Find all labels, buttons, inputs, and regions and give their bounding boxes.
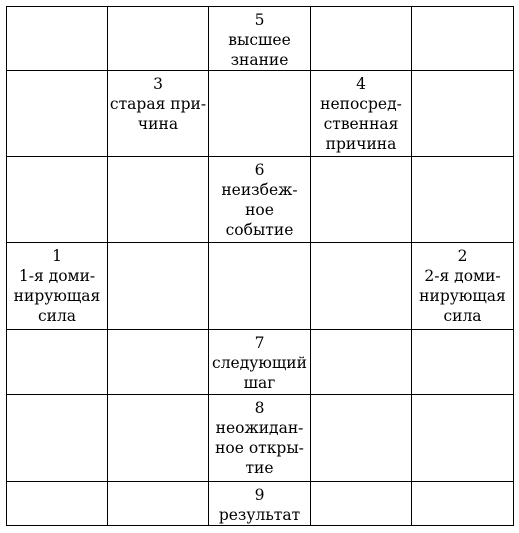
- position-cell-4: [311, 71, 412, 157]
- position-cell-1: [7, 243, 108, 330]
- position-label-line: следующий: [212, 354, 307, 372]
- grid-cell-empty: [108, 482, 209, 526]
- position-number: 8: [254, 399, 265, 417]
- grid-cell-empty: [412, 157, 514, 243]
- position-number: 7: [254, 334, 265, 352]
- grid-cell-empty: [7, 395, 108, 482]
- position-label: [209, 418, 310, 478]
- position-number: 2: [457, 247, 468, 265]
- position-label-line: тие: [245, 459, 274, 477]
- grid-cell-empty: [7, 157, 108, 243]
- position-label-line: нирующая: [419, 287, 506, 305]
- position-number: 1: [52, 247, 62, 265]
- grid-cell-empty: [7, 330, 108, 395]
- position-label-line: шаг: [243, 374, 276, 392]
- spread-layout-grid: [6, 6, 514, 526]
- position-label-line: неожидан-: [215, 419, 304, 437]
- position-label: [209, 180, 310, 240]
- grid-cell-empty: [7, 7, 108, 71]
- grid-cell-empty: [108, 330, 209, 395]
- position-label-line: ное: [245, 201, 274, 219]
- position-label-line: 2-я доми-: [424, 267, 501, 285]
- grid-cell-empty: [412, 482, 514, 526]
- grid-cell-empty: [108, 157, 209, 243]
- position-cell-5: [209, 7, 311, 71]
- position-label-line: непосред-: [320, 95, 402, 113]
- grid-cell-empty: [311, 395, 412, 482]
- position-number: 4: [356, 75, 366, 93]
- position-cell-3: [108, 71, 209, 157]
- position-number: 5: [254, 11, 265, 29]
- grid-cell-empty: [7, 482, 108, 526]
- grid-cell-empty: [311, 157, 412, 243]
- grid-cell-empty: [311, 482, 412, 526]
- position-label-line: сила: [37, 307, 77, 325]
- position-label-line: результат: [218, 506, 301, 524]
- position-label: [209, 30, 310, 70]
- position-label-line: событие: [225, 221, 294, 239]
- position-label-line: неизбеж-: [221, 181, 298, 199]
- grid-cell-empty: [108, 243, 209, 330]
- position-label-line: ственная: [323, 115, 399, 133]
- grid-cell-empty: [311, 243, 412, 330]
- position-label: [412, 266, 513, 326]
- position-label-line: причина: [325, 135, 397, 153]
- position-label-line: сила: [443, 307, 482, 325]
- grid-cell-empty: [311, 330, 412, 395]
- position-cell-6: [209, 157, 311, 243]
- position-label-line: знание: [230, 51, 289, 69]
- grid-cell-empty: [412, 7, 514, 71]
- position-label-line: ное откры-: [215, 439, 304, 457]
- position-label: [311, 94, 411, 154]
- position-cell-2: [412, 243, 514, 330]
- position-cell-8: [209, 395, 311, 482]
- position-number: 3: [153, 75, 163, 93]
- grid-cell-empty: [209, 71, 311, 157]
- grid-cell-empty: [311, 7, 412, 71]
- position-label-line: высшее: [228, 31, 291, 49]
- grid-cell-empty: [412, 395, 514, 482]
- position-number: 9: [254, 486, 265, 504]
- position-label-line: 1-я доми-: [18, 267, 96, 285]
- position-label: [108, 94, 208, 134]
- position-cell-9: [209, 482, 311, 526]
- position-label: [209, 505, 310, 525]
- position-label-line: нирующая: [13, 287, 101, 305]
- position-cell-7: [209, 330, 311, 395]
- position-number: 6: [254, 161, 265, 179]
- grid-cell-empty: [108, 395, 209, 482]
- position-label: [7, 266, 107, 326]
- grid-cell-empty: [7, 71, 108, 157]
- grid-cell-empty: [209, 243, 311, 330]
- position-label-line: старая при-: [109, 95, 207, 113]
- position-label-line: чина: [137, 115, 179, 133]
- position-label: [209, 353, 310, 393]
- grid-cell-empty: [412, 71, 514, 157]
- grid-cell-empty: [412, 330, 514, 395]
- grid-cell-empty: [108, 7, 209, 71]
